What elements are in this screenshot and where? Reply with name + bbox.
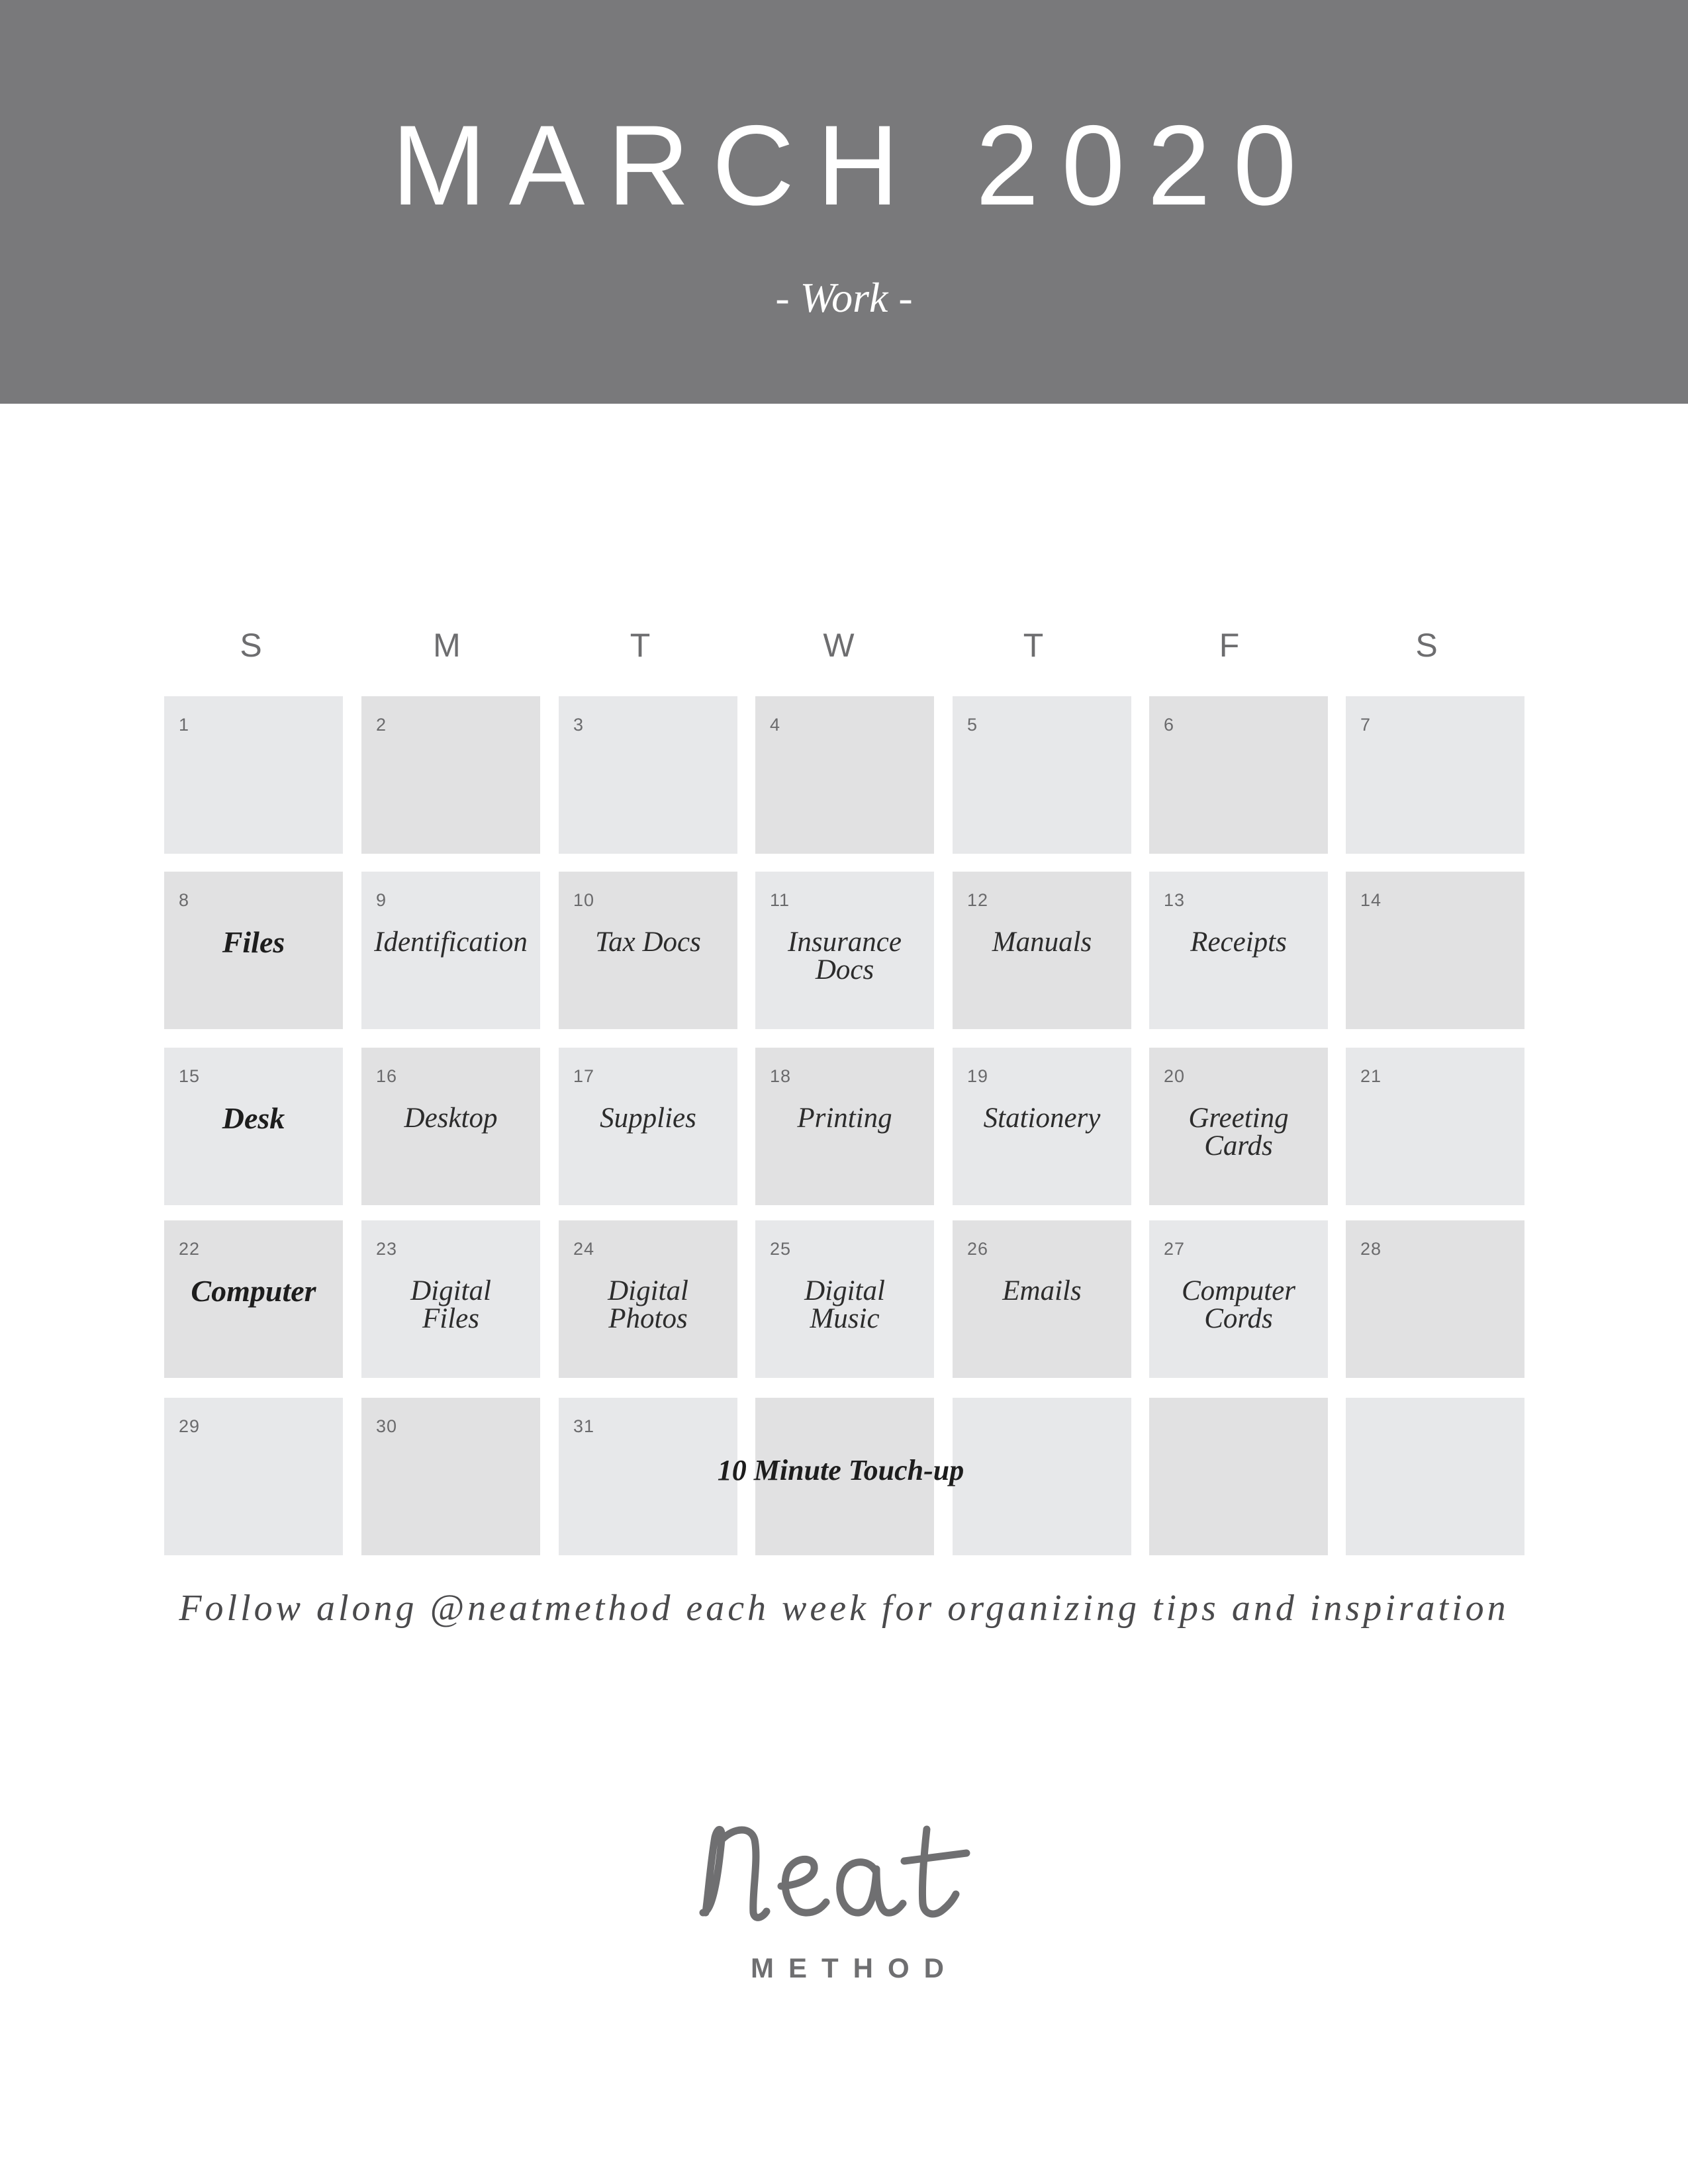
calendar-day-cell [1346,1398,1524,1555]
day-number: 23 [376,1239,398,1259]
day-number: 22 [179,1239,201,1259]
weekday-monday: M [433,627,461,664]
day-number: 12 [967,890,989,910]
day-number: 20 [1164,1066,1186,1086]
day-number: 18 [770,1066,792,1086]
weekday-sunday: S [240,627,262,664]
calendar-day-cell [164,1220,343,1378]
touchup-label: 10 Minute Touch-up [717,1454,964,1486]
day-task-label: Desk [222,1101,285,1135]
calendar-day-cell [755,696,934,854]
logo-method-text: METHOD [751,1952,959,1983]
calendar-day-cell [559,696,737,854]
day-task-label: Computer [191,1274,316,1308]
day-number: 19 [967,1066,989,1086]
calendar-day-cell [755,1220,934,1378]
day-number: 26 [967,1239,989,1259]
calendar-day-cell [361,1398,540,1555]
day-number: 10 [573,890,595,910]
calendar-day-cell [953,872,1131,1029]
weekday-friday: F [1219,627,1240,664]
page-subtitle: - Work - [775,274,913,321]
day-task-label: Stationery [983,1103,1101,1134]
calendar-day-cell [164,1398,343,1555]
day-task-label: Supplies [600,1103,696,1134]
day-number: 3 [573,715,585,735]
calendar-day-cell [755,872,934,1029]
day-number: 29 [179,1416,201,1436]
calendar-day-cell [1346,872,1524,1029]
calendar-day-cell [559,1220,737,1378]
day-task-label: Identification [374,927,528,958]
weekday-tuesday: T [630,627,651,664]
calendar-day-cell [361,696,540,854]
calendar-day-cell [1149,1398,1328,1555]
day-task-label: Receipts [1190,927,1287,958]
weekday-saturday: S [1415,627,1438,664]
day-number: 13 [1164,890,1186,910]
calendar-day-cell [164,872,343,1029]
day-task-label: Printing [797,1103,892,1134]
calendar-day-cell [164,1048,343,1205]
calendar-day-cell [953,1220,1131,1378]
day-number: 17 [573,1066,595,1086]
day-number: 21 [1360,1066,1382,1086]
neat-wordmark-logo [688,1813,1006,1946]
page-title: MARCH 2020 [391,102,1319,229]
day-task-label: Digital Music [804,1275,885,1334]
day-task-label: Digital Photos [608,1275,688,1334]
day-number: 6 [1164,715,1175,735]
day-number: 7 [1360,715,1372,735]
day-number: 5 [967,715,978,735]
day-number: 1 [179,715,190,735]
day-task-label: Files [222,925,285,959]
day-task-label: Insurance Docs [788,927,902,985]
weekday-thursday: T [1023,627,1044,664]
calendar-day-cell [361,1220,540,1378]
day-number: 4 [770,715,781,735]
day-number: 15 [179,1066,201,1086]
calendar-day-cell [559,1048,737,1205]
day-task-label: Desktop [404,1103,498,1134]
day-number: 16 [376,1066,398,1086]
day-number: 28 [1360,1239,1382,1259]
day-number: 27 [1164,1239,1186,1259]
weekday-wednesday: W [823,627,855,664]
day-number: 31 [573,1416,595,1436]
calendar-day-cell [361,872,540,1029]
day-number: 25 [770,1239,792,1259]
day-number: 30 [376,1416,398,1436]
calendar-day-cell [1149,1220,1328,1378]
calendar-day-cell [953,696,1131,854]
calendar-day-cell [1149,872,1328,1029]
calendar-day-cell [559,872,737,1029]
day-number: 24 [573,1239,595,1259]
calendar-day-cell [1149,1048,1328,1205]
day-task-label: Digital Files [410,1275,491,1334]
day-number: 11 [770,890,790,910]
day-number: 8 [179,890,190,910]
day-task-label: Emails [1002,1275,1082,1306]
calendar-day-cell [164,696,343,854]
day-number: 14 [1360,890,1382,910]
calendar-day-cell [755,1048,934,1205]
footer-follow-text: Follow along @neatmethod each week for organizing tips and inspiration [179,1588,1509,1629]
calendar-day-cell [361,1048,540,1205]
day-task-label: Computer Cords [1182,1275,1295,1334]
day-number: 9 [376,890,387,910]
calendar-day-cell [1346,1048,1524,1205]
calendar-day-cell [1346,1220,1524,1378]
neat-method-logo [688,1813,1006,2005]
day-task-label: Greeting Cards [1188,1103,1289,1161]
day-task-label: Tax Docs [595,927,701,958]
calendar-day-cell [1149,696,1328,854]
day-number: 2 [376,715,387,735]
day-task-label: Manuals [992,927,1092,958]
calendar-day-cell [953,1048,1131,1205]
calendar-day-cell [1346,696,1524,854]
